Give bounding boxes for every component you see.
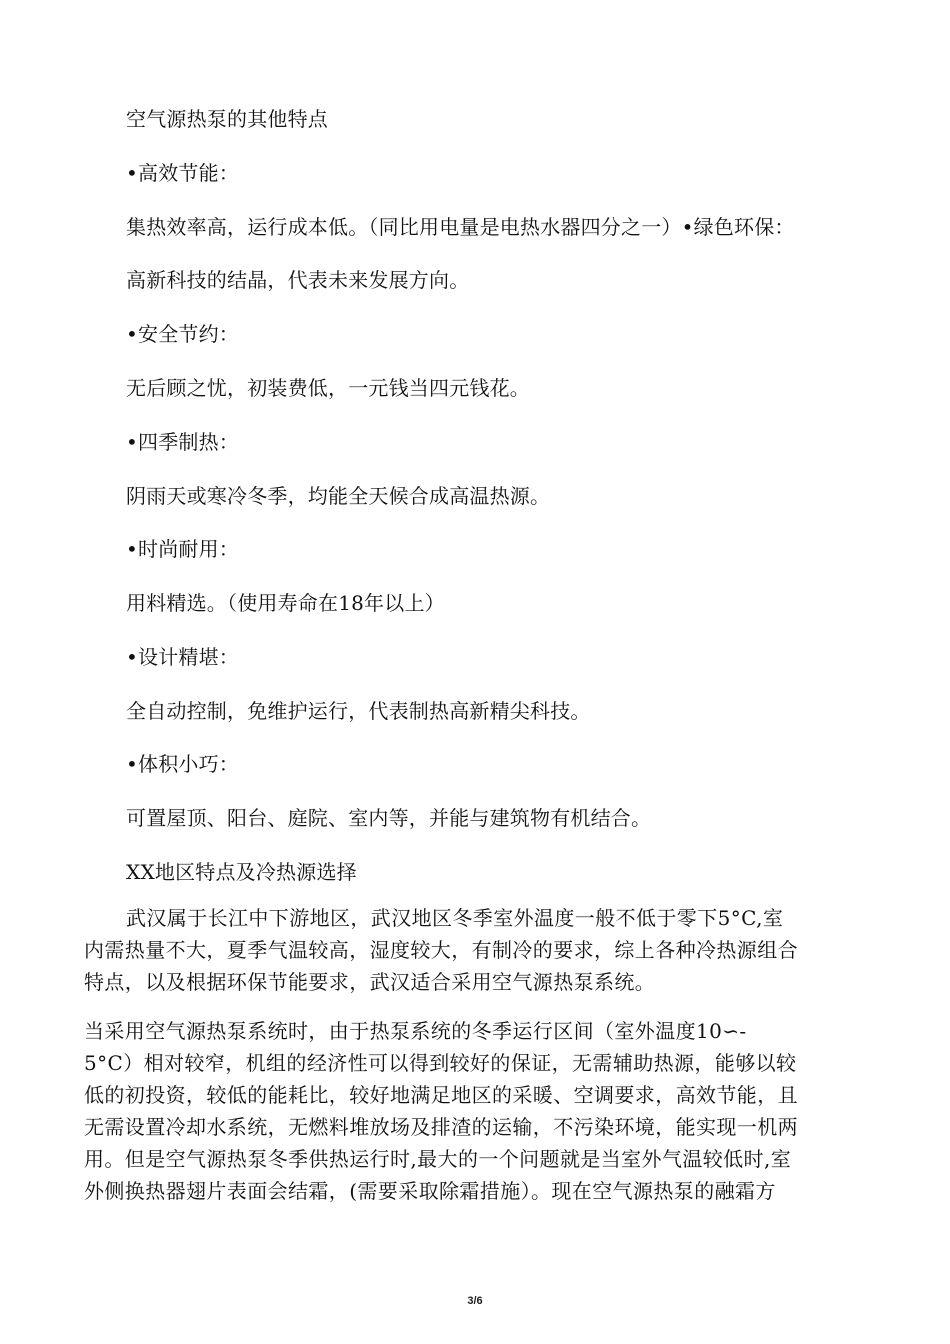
bullet-safe: •安全节约： <box>126 322 239 346</box>
bullet-compact: •体积小巧： <box>126 752 239 776</box>
text-four-seasons: 阴雨天或寒冷冬季，均能全天候合成高温热源。 <box>126 484 551 508</box>
heading-other-features: 空气源热泵的其他特点 <box>126 107 328 131</box>
bullet-efficient: •高效节能： <box>126 161 239 185</box>
paragraph-line: 特点，以及根据环保节能要求，武汉适合采用空气源热泵系统。 <box>84 970 656 994</box>
paragraph-line: 外侧换热器翅片表面会结霜，(需要采取除霜措施）。现在空气源热泵的融霜方 <box>84 1179 776 1203</box>
bullet-four-seasons: •四季制热： <box>126 430 239 454</box>
paragraph-line: 低的初投资，较低的能耗比，较好地满足地区的采暖、空调要求，高效节能，且 <box>84 1083 798 1107</box>
paragraph-wuhan <box>84 902 798 998</box>
paragraph-line: 当采用空气源热泵系统时，由于热泵系统的冬季运行区间（室外温度10∽- <box>84 1019 747 1043</box>
page-number: 3/6 <box>467 1295 483 1307</box>
text-green: 高新科技的结晶，代表未来发展方向。 <box>126 268 470 292</box>
paragraph-heat-pump <box>84 1015 798 1207</box>
paragraph-line: 内需热量不大，夏季气温较高，湿度较大，有制冷的要求，综上各种冷热源组合 <box>84 938 798 962</box>
text-design: 全自动控制，免维护运行，代表制热高新精尖科技。 <box>126 699 591 723</box>
paragraph-line: 5°C）相对较窄，机组的经济性可以得到较好的保证，无需辅助热源，能够以较 <box>84 1051 797 1075</box>
text-compact: 可置屋顶、阳台、庭院、室内等，并能与建筑物有机结合。 <box>126 806 652 830</box>
heading-region: XX地区特点及冷热源选择 <box>126 860 357 884</box>
paragraph-line: 无需设置冷却水系统，无燃料堆放场及排渣的运输，不污染环境，能实现一机两 <box>84 1115 798 1139</box>
text-safe: 无后顾之忧，初装费低，一元钱当四元钱花。 <box>126 376 530 400</box>
paragraph-line: 武汉属于长江中下游地区，武汉地区冬季室外温度一般不低于零下5°C,室 <box>126 906 784 930</box>
text-durable: 用料精选。（使用寿命在18年以上） <box>126 591 445 615</box>
bullet-design: •设计精堪： <box>126 645 239 669</box>
paragraph-line: 用。但是空气源热泵冬季供热运行时,最大的一个问题就是当室外气温较低时,室 <box>84 1147 792 1171</box>
bullet-durable: •时尚耐用： <box>126 537 239 561</box>
text-efficient: 集热效率高，运行成本低。（同比用电量是电热水器四分之一）•绿色环保： <box>126 215 795 239</box>
